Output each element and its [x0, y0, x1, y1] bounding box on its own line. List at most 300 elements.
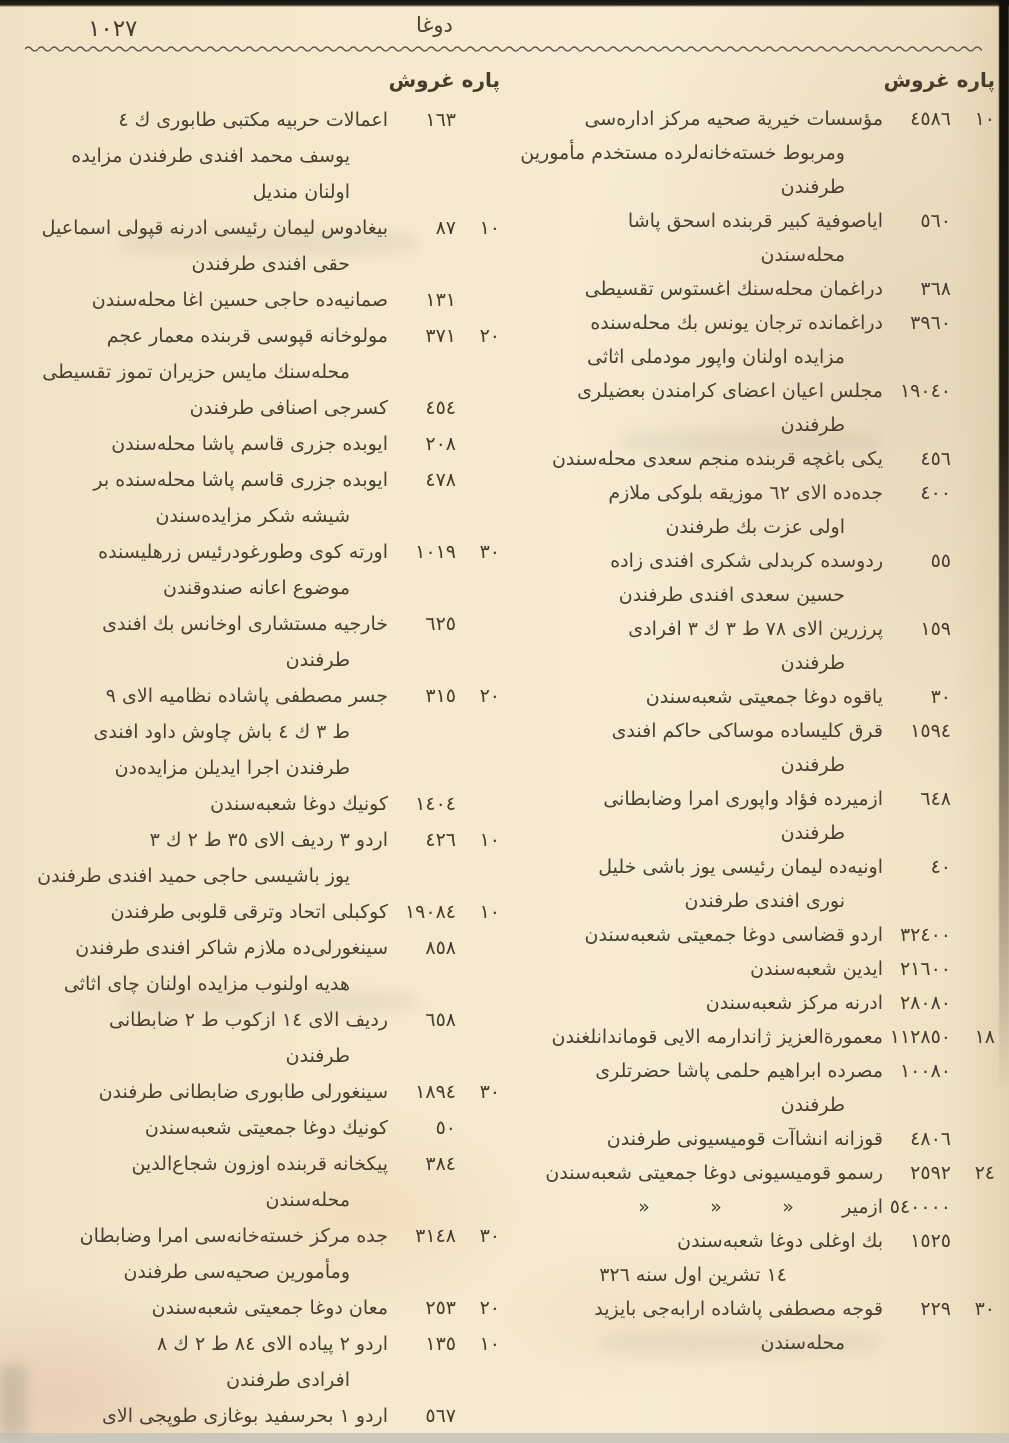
ledger-entry-row	[506, 1190, 995, 1224]
entry-text	[28, 786, 388, 822]
running-title: دوغا	[416, 13, 453, 37]
entry-para-value: ٢٠	[479, 685, 500, 707]
entry-line: حقى افندى طرفندن	[191, 253, 350, 275]
entry-para-value	[456, 1146, 500, 1182]
entry-text	[28, 462, 388, 534]
entry-line: نورى افندى طرفندن	[684, 890, 845, 912]
entry-para-value	[951, 1054, 995, 1088]
entry-text	[506, 272, 883, 306]
entry-para-value	[456, 1398, 500, 1434]
entry-text	[28, 1290, 388, 1326]
entry-gurush-value: ٤٢٦	[425, 829, 456, 851]
entry-para-value	[951, 782, 995, 816]
entry-line: جسر مصطفى پاشاده نظاميه الاى ٩	[105, 685, 388, 707]
entry-gurush-value: ٥٥	[930, 550, 951, 572]
entry-amounts	[883, 1190, 995, 1224]
entry-text	[506, 1054, 883, 1122]
ledger-entry-row	[28, 1326, 500, 1398]
ledger-entry-row	[28, 102, 500, 210]
ledger-entry-row	[506, 272, 995, 306]
ledger-entry-row	[28, 1002, 500, 1074]
entry-text	[506, 986, 883, 1020]
ledger-entry-row	[28, 930, 500, 1002]
entry-amounts	[883, 544, 995, 578]
ledger-entry-row	[28, 282, 500, 318]
entry-gurush-value: ٣١٥	[425, 685, 456, 707]
entry-gurush-value: ١٣١	[425, 289, 456, 311]
ledger-entry-row	[28, 318, 500, 390]
ledger-entry-row	[506, 680, 995, 714]
entry-amounts	[883, 1122, 995, 1156]
ledger-entry-row	[506, 1292, 995, 1360]
ledger-entry-row	[506, 1020, 995, 1054]
entry-para-value	[456, 606, 500, 642]
entry-para-value	[951, 442, 995, 476]
entry-text	[506, 782, 883, 850]
entry-amounts	[388, 1218, 500, 1254]
entry-para-value	[951, 680, 995, 714]
entry-line: ازمير « « «	[638, 1196, 883, 1218]
ledger-entry-row	[506, 1156, 995, 1190]
entry-gurush-value: ١٨٩٤	[415, 1081, 456, 1103]
entry-amounts	[388, 678, 500, 714]
entry-line: يوسف محمد افندى طرفندن مزايده	[71, 145, 350, 167]
ledger-entry-row	[28, 1110, 500, 1146]
entry-text	[506, 680, 883, 714]
entry-para-value: ٢٠	[479, 325, 500, 347]
entry-line: اردو ١ بحرسفيد بوغازى طوپجى الاى	[102, 1405, 388, 1427]
entry-line: طرفندن	[285, 1045, 350, 1067]
entry-line: خارجيه مستشارى اوخانس بك افندى	[102, 613, 388, 635]
ledger-entry-row	[28, 1218, 500, 1290]
entry-gurush-value: ٣٩٦٠	[910, 312, 951, 334]
entry-text	[28, 282, 388, 318]
ledger-entry-row	[506, 1224, 995, 1258]
entry-gurush-value: ١٣٥	[425, 1333, 456, 1355]
entry-para-value	[456, 390, 500, 426]
ledger-entry-row	[506, 714, 995, 782]
entry-line: طرفندن	[780, 414, 845, 436]
entry-line: صمانيه‌ده حاجى حسين اغا محله‌سندن	[91, 289, 388, 311]
entry-gurush-value: ٢١٦٠٠	[899, 958, 951, 980]
entry-amounts	[388, 1326, 500, 1362]
ledger-entry-row	[506, 850, 995, 918]
entry-para-value	[951, 986, 995, 1020]
entry-text	[28, 102, 388, 210]
entry-amounts	[388, 1398, 500, 1434]
entry-line: دراغمان محله‌سنك اغستوس تقسيطى	[584, 278, 883, 300]
entry-line: كسرجى اصنافى طرفندن	[189, 397, 388, 419]
entry-line: شيشه شكر مزايده‌سندن	[155, 505, 350, 527]
entry-text	[506, 1258, 883, 1292]
entry-gurush-value: ٦٤٨	[920, 788, 951, 810]
entry-para-value: ٣٠	[974, 1298, 995, 1320]
entry-para-value	[951, 1122, 995, 1156]
entry-line: بيغادوس ليمان رئيسى ادرنه قپولى اسماعيل	[41, 217, 388, 239]
entry-para-value	[951, 850, 995, 884]
entry-amounts	[883, 272, 995, 306]
entry-line: اولى عزت بك طرفندن	[665, 516, 845, 538]
entry-gurush-value: ٤٥٤	[425, 397, 456, 419]
entry-gurush-value: ١١٢٨٥٠	[889, 1026, 951, 1048]
entry-gurush-value: ١٩٠٤٠	[899, 380, 951, 402]
ledger-entry-row	[28, 426, 500, 462]
entry-line: مجلس اعيان اعضاى كرامندن بعضيلرى	[577, 380, 883, 402]
entry-text	[28, 390, 388, 426]
entry-amounts	[883, 952, 995, 986]
entry-text	[506, 476, 883, 544]
entry-line: طرفندن	[780, 176, 845, 198]
entry-para-value	[951, 476, 995, 510]
entry-text	[506, 102, 883, 204]
entry-amounts	[388, 822, 500, 858]
entry-para-value	[951, 272, 995, 306]
entry-line: ياقوه دوغا جمعيتى شعبه‌سندن	[645, 686, 883, 708]
ledger-entry-row	[506, 544, 995, 612]
entry-gurush-value: ٤٥٦	[920, 448, 951, 470]
entry-para-value: ١٠	[479, 829, 500, 851]
entry-gurush-value: ٥٦٠	[920, 210, 951, 232]
entry-amounts	[388, 1074, 500, 1110]
entry-para-value	[456, 462, 500, 498]
entry-amounts	[883, 714, 995, 748]
entry-para-value: ٢٠	[479, 1297, 500, 1319]
ledger-entry-row	[506, 306, 995, 374]
entry-amounts	[388, 462, 500, 498]
entry-text	[506, 1122, 883, 1156]
entry-amounts	[883, 850, 995, 884]
entry-line: محله‌سندن	[760, 244, 845, 266]
entry-text	[28, 894, 388, 930]
column-header-para-gurush: پاره غروش	[883, 68, 995, 92]
ledger-entry-row	[506, 952, 995, 986]
entry-para-value: ١٠	[479, 901, 500, 923]
entry-text	[28, 606, 388, 678]
entry-gurush-value: ٢٢٩	[920, 1298, 951, 1320]
ledger-entry-row	[28, 1074, 500, 1110]
entry-text	[506, 204, 883, 272]
entry-line: ايدين شعبه‌سندن	[750, 958, 883, 980]
ledger-entry-row	[506, 782, 995, 850]
entry-line: مزايده اولنان واپور مودملى اثاثى	[586, 346, 845, 368]
entry-line: اردو ٣ رديف الاى ٣٥ ط ٢ ك ٣	[149, 829, 388, 851]
entry-line: حسين سعدى افندى طرفندن	[618, 584, 845, 606]
entry-para-value	[456, 786, 500, 822]
entry-line: جده‌ده الاى ٦٢ موزيقه بلوكى ملازم	[608, 482, 883, 504]
entry-line: قرق كليساده موساكى حاكم افندى	[611, 720, 883, 742]
ledger-entry-row	[28, 606, 500, 678]
entry-amounts	[388, 390, 500, 426]
entry-amounts	[883, 442, 995, 476]
entry-para-value	[951, 612, 995, 646]
entry-line: طرفندن	[780, 1094, 845, 1116]
entry-text	[506, 952, 883, 986]
entry-amounts	[388, 894, 500, 930]
entry-gurush-value: ٥٠	[435, 1117, 456, 1139]
entry-gurush-value: ٨٥٨	[425, 937, 456, 959]
entry-para-value: ٢٤	[974, 1162, 995, 1184]
entry-para-value: ١٠	[479, 217, 500, 239]
entry-gurush-value: ١٥٩٤	[910, 720, 951, 742]
entry-amounts	[388, 606, 500, 642]
entry-para-value	[951, 306, 995, 340]
entry-line: ادرنه مركز شعبه‌سندن	[705, 992, 883, 1014]
entry-gurush-value: ٣٢٤٠٠	[899, 924, 951, 946]
ledger-entry-row	[506, 986, 995, 1020]
entry-text	[28, 210, 388, 282]
entry-line: ردوسده كربدلى شكرى افندى زاده	[610, 550, 883, 572]
entry-line: كونيك دوغا جمعيتى شعبه‌سندن	[144, 1117, 388, 1139]
entry-para-value	[456, 1110, 500, 1146]
entry-amounts	[883, 1224, 995, 1258]
entry-line: طرفندن اجرا ايديلن مزايده‌دن	[114, 757, 350, 779]
entry-line: مؤسسات خيرية صحيه مركز اداره‌سى	[584, 108, 883, 130]
entry-line: اردو ٢ پياده الاى ٨٤ ط ٢ ك ٨	[157, 1333, 388, 1355]
entry-amounts	[388, 786, 500, 822]
entry-amounts	[388, 318, 500, 354]
ledger-entry-row	[28, 462, 500, 534]
entry-gurush-value: ٨٧	[435, 217, 456, 239]
entry-para-value	[951, 204, 995, 238]
entry-amounts	[883, 102, 995, 136]
scan-corner-smudge	[0, 1365, 26, 1435]
entry-line: ١٤ تشرين اول سنه ٣٢٦	[599, 1264, 787, 1286]
entry-gurush-value: ٦٥٨	[425, 1009, 456, 1031]
column-right	[506, 68, 995, 1360]
entry-text	[28, 1218, 388, 1290]
entry-line: طرفندن	[780, 652, 845, 674]
entry-line: سينغورلى‌ده ملازم شاكر افندى طرفندن	[75, 937, 388, 959]
wavy-divider-rule	[25, 44, 982, 54]
entry-gurush-value: ٣٠	[930, 686, 951, 708]
entry-line: مصرده ابراهيم حلمى پاشا حضرتلرى	[595, 1060, 883, 1082]
entry-line: طرفندن	[780, 822, 845, 844]
entry-gurush-value: ٢٥٩٢	[910, 1162, 951, 1184]
entry-line: محله‌سندن	[760, 1332, 845, 1354]
entry-amounts	[883, 1156, 995, 1190]
scan-top-edge	[0, 0, 1009, 7]
ledger-entry-row	[506, 1054, 995, 1122]
ledger-entry-row	[28, 1146, 500, 1218]
entry-text	[28, 822, 388, 894]
entry-amounts	[883, 986, 995, 1020]
entry-text	[28, 318, 388, 390]
entry-line: ايوبده جزرى قاسم پاشا محله‌سندن	[111, 433, 388, 455]
entry-line: سينغورلى طابورى ضابطانى طرفندن	[98, 1081, 388, 1103]
entry-text	[28, 1074, 388, 1110]
entry-line: معان دوغا جمعيتى شعبه‌سندن	[151, 1297, 388, 1319]
entry-gurush-value: ١٥٢٥	[910, 1230, 951, 1252]
entry-para-value: ٣٠	[479, 1081, 500, 1103]
entry-text	[28, 534, 388, 606]
entry-amounts	[388, 426, 500, 462]
entry-text	[506, 918, 883, 952]
entry-gurush-value: ٤٧٨	[425, 469, 456, 491]
page-number: ١٠٢٧	[88, 16, 138, 42]
entry-amounts	[883, 306, 995, 340]
entry-line: محله‌سندن	[265, 1189, 350, 1211]
entry-para-value	[456, 930, 500, 966]
entry-gurush-value: ٣٦٨	[920, 278, 951, 300]
column-left	[28, 68, 500, 1434]
entry-line: معمورةالعزيز ژاندارمه الايى قوماندانلغندن	[551, 1026, 883, 1048]
entry-amounts	[883, 612, 995, 646]
entry-para-value	[456, 426, 500, 462]
entry-amounts	[388, 1110, 500, 1146]
ledger-entry-row	[28, 678, 500, 786]
entry-text	[28, 1002, 388, 1074]
entry-amounts	[883, 1054, 995, 1088]
entry-text	[506, 544, 883, 612]
entry-line: رسمو قوميسيونى دوغا جمعيتى شعبه‌سندن	[545, 1162, 883, 1184]
entry-line: رديف الاى ١٤ ازكوب ط ٢ ضابطانى	[109, 1009, 388, 1031]
entry-text	[506, 1190, 883, 1224]
entry-line: اورته كوى وطورغودرئيس زرهليسنده	[98, 541, 388, 563]
scan-bottom-edge	[0, 1433, 1009, 1443]
entry-gurush-value: ١٩٠٨٤	[404, 901, 456, 923]
entry-gurush-value: ٤٨٠٦	[910, 1128, 951, 1150]
entry-amounts	[388, 534, 500, 570]
entry-line: اردو قضاسى دوغا جمعيتى شعبه‌سندن	[584, 924, 883, 946]
entry-amounts	[883, 476, 995, 510]
entry-gurush-value: ١٥٩	[920, 618, 951, 640]
entry-gurush-value: ١٤٠٤	[415, 793, 456, 815]
ledger-entry-row	[28, 822, 500, 894]
entry-gurush-value: ٤٠	[930, 856, 951, 878]
entry-gurush-value: ٢٠٨	[425, 433, 456, 455]
entry-text	[506, 442, 883, 476]
entry-para-value	[951, 1190, 995, 1224]
entry-line: مولوخانه قپوسى قربنده معمار عجم	[106, 325, 388, 347]
ledger-entry-row	[28, 390, 500, 426]
entry-gurush-value: ٢٥٣	[425, 1297, 456, 1319]
entry-line: قوجه مصطفى پاشاده ارابه‌جى بايزيد	[594, 1298, 883, 1320]
entry-text	[506, 374, 883, 442]
entry-gurush-value: ٥٦٧	[425, 1405, 456, 1427]
ledger-entry-row	[506, 918, 995, 952]
entry-text	[28, 678, 388, 786]
column-header-para-gurush: پاره غروش	[388, 68, 500, 92]
entry-gurush-value: ٣٧١	[425, 325, 456, 347]
entry-gurush-value: ٤٠٠	[920, 482, 951, 504]
entry-amounts	[388, 282, 500, 318]
entry-para-value: ٣٠	[479, 1225, 500, 1247]
entry-line: ومأمورين صحيه‌سى طرفندن	[123, 1261, 350, 1283]
entry-line: يوز باشيسى حاجى حميد افندى طرفندن	[37, 865, 350, 887]
entry-amounts	[883, 204, 995, 238]
entry-line: افرادى طرفندن	[226, 1369, 350, 1391]
entry-text	[28, 1110, 388, 1146]
entry-line: پيكخانه قربنده اوزون شجاع‌الدين	[131, 1153, 388, 1175]
entry-text	[506, 612, 883, 680]
entry-line: موضوع اعانه صندوقندن	[163, 577, 350, 599]
entry-amounts	[388, 930, 500, 966]
ledger-entry-row	[506, 204, 995, 272]
entry-gurush-value: ٥٤٠٠٠٠	[889, 1196, 951, 1218]
entry-para-value	[951, 714, 995, 748]
entry-text	[28, 930, 388, 1002]
entry-gurush-value: ٣١٤٨	[415, 1225, 456, 1247]
entry-line: ازميرده فؤاد واپورى امرا وضابطانى	[603, 788, 883, 810]
entry-para-value: ١٠	[479, 1333, 500, 1355]
entry-line: هديه اولنوب مزايده اولنان چاى اثاثى	[63, 973, 350, 995]
ledger-entry-row	[506, 476, 995, 544]
entry-amounts	[388, 1146, 500, 1182]
entry-line: يكى باغچه قربنده منجم سعدى محله‌سندن	[551, 448, 883, 470]
entry-para-value: ١٨	[974, 1026, 995, 1048]
entry-line: كوكبلى اتحاد وترقى قلوبى طرفندن	[110, 901, 388, 923]
entry-line: ايوبده جزرى قاسم پاشا محله‌سنده بر	[93, 469, 388, 491]
entry-line: پرزرين الاى ٧٨ ط ٣ ك ٣ افرادى	[628, 618, 883, 640]
entry-text	[506, 850, 883, 918]
entry-line: ومربوط خسته‌خانه‌لرده مستخدم مأمورين	[520, 142, 845, 164]
ledger-entry-row	[28, 786, 500, 822]
ledger-entry-row	[28, 1398, 500, 1434]
entry-para-value	[951, 918, 995, 952]
entry-amounts	[883, 918, 995, 952]
entry-line: دراغمانده ترجان يونس بك محله‌سنده	[590, 312, 883, 334]
entry-gurush-value: ٦٢٥	[425, 613, 456, 635]
entry-para-value	[951, 1224, 995, 1258]
ledger-entry-row	[28, 1290, 500, 1326]
ledger-entry-row	[28, 894, 500, 930]
entry-para-value: ١٠	[974, 108, 995, 130]
entry-amounts	[388, 102, 500, 138]
entry-text	[28, 426, 388, 462]
entry-line: كونيك دوغا شعبه‌سندن	[210, 793, 388, 815]
ledger-entry-row	[506, 102, 995, 204]
entry-gurush-value: ٣٨٤	[425, 1153, 456, 1175]
entry-para-value	[951, 374, 995, 408]
entry-amounts	[388, 1290, 500, 1326]
entry-list	[28, 102, 500, 1434]
entry-text	[28, 1398, 388, 1434]
entry-line: طرفندن	[285, 649, 350, 671]
entry-text	[28, 1146, 388, 1218]
entry-line: محله‌سنك مايس حزيران تموز تقسيطى	[42, 361, 350, 383]
entry-text	[506, 1020, 883, 1054]
entry-amounts	[883, 1292, 995, 1326]
ledger-entry-row	[506, 442, 995, 476]
entry-para-value	[456, 1002, 500, 1038]
entry-amounts	[388, 1002, 500, 1038]
entry-gurush-value: ١٠٠٨٠	[899, 1060, 951, 1082]
entry-line: اولنان منديل	[252, 181, 350, 203]
entry-line: جده مركز خسته‌خانه‌سى امرا وضابطان	[79, 1225, 388, 1247]
entry-line: ط ٣ ك ٤ باش چاوش داود افندى	[93, 721, 350, 743]
entry-para-value	[456, 102, 500, 138]
ledger-entry-row	[506, 612, 995, 680]
entry-text	[506, 1224, 883, 1258]
entry-text	[506, 306, 883, 374]
entry-gurush-value: ١٦٣	[425, 109, 456, 131]
ledger-entry-row	[506, 1122, 995, 1156]
entry-gurush-value: ٢٨٠٨٠	[899, 992, 951, 1014]
entry-line: اونيه‌ده ليمان رئيسى يوز باشى خليل	[598, 856, 883, 878]
ledger-entry-row	[28, 534, 500, 606]
ledger-entry-row	[506, 374, 995, 442]
entry-amounts	[883, 1020, 995, 1054]
entry-para-value: ٣٠	[479, 541, 500, 563]
entry-list	[506, 102, 995, 1360]
entry-amounts	[388, 210, 500, 246]
entry-line: اعمالات حربيه مكتبى طابورى ك ٤	[118, 109, 388, 131]
entry-line: بك اوغلى دوغا شعبه‌سندن	[677, 1230, 883, 1252]
entry-gurush-value: ٤٥٨٦	[910, 108, 951, 130]
entry-para-value	[951, 952, 995, 986]
ledger-entry-row	[506, 1258, 995, 1292]
entry-amounts	[883, 782, 995, 816]
